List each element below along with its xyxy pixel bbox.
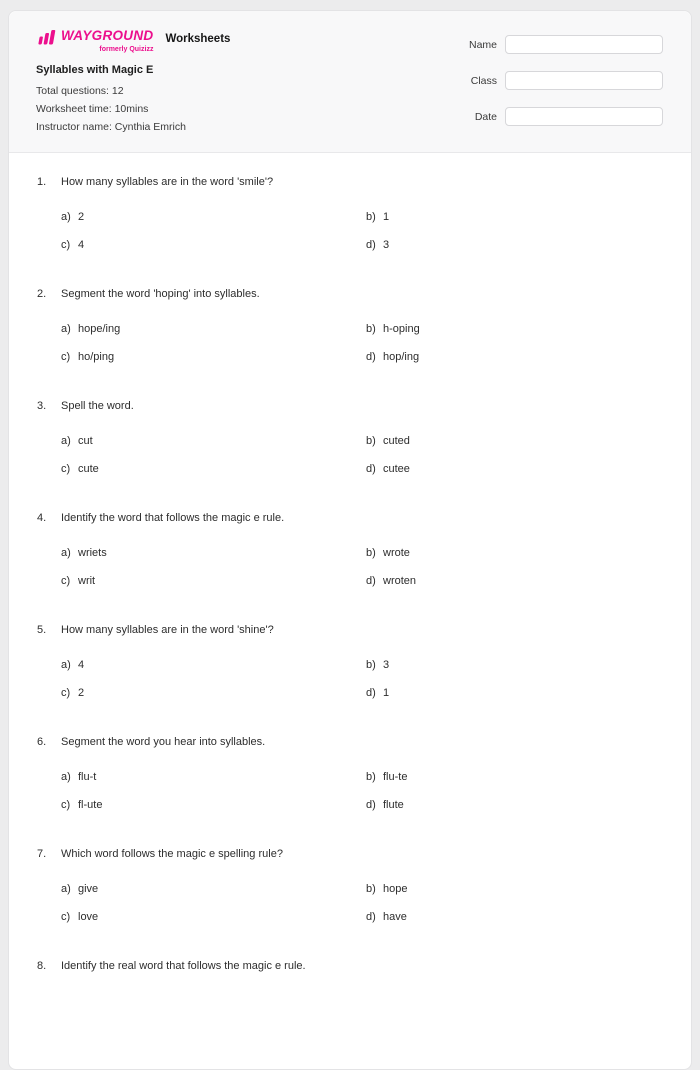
option-text: writ xyxy=(78,575,96,587)
question-text: Spell the word. xyxy=(61,400,134,412)
option-letter: c) xyxy=(61,799,71,811)
option-letter: d) xyxy=(366,351,376,363)
option-text: 2 xyxy=(78,687,85,699)
option-letter: a) xyxy=(61,771,71,783)
answer-option xyxy=(366,911,663,924)
option-text: flu-te xyxy=(383,771,408,783)
question-block xyxy=(37,960,663,973)
option-letter: d) xyxy=(366,463,376,475)
question-head xyxy=(37,176,663,189)
answer-option xyxy=(366,323,663,336)
option-text: hope/ing xyxy=(78,323,121,335)
class-field-row xyxy=(469,71,663,90)
answer-option xyxy=(61,883,366,896)
option-letter: d) xyxy=(366,687,376,699)
option-text: 1 xyxy=(383,211,390,223)
question-head xyxy=(37,624,663,637)
answer-option xyxy=(366,351,663,364)
option-letter: b) xyxy=(366,435,376,447)
option-text: give xyxy=(78,883,99,895)
answer-option xyxy=(366,435,663,448)
option-text: 2 xyxy=(78,211,85,223)
option-text: 3 xyxy=(383,239,390,251)
option-letter: c) xyxy=(61,239,71,251)
question-head xyxy=(37,848,663,861)
worksheet-header xyxy=(9,11,691,153)
wayground-logo xyxy=(61,27,153,53)
question-block xyxy=(37,512,663,588)
options-grid xyxy=(61,211,663,252)
option-text: h-oping xyxy=(383,323,420,335)
questions-list xyxy=(9,153,691,973)
question-number: 5. xyxy=(37,624,47,636)
total-questions: Total questions: 12 xyxy=(36,85,124,97)
answer-option xyxy=(366,211,663,224)
option-letter: a) xyxy=(61,435,71,447)
answer-option xyxy=(61,771,366,784)
question-head xyxy=(37,736,663,749)
date-input[interactable] xyxy=(505,107,663,126)
date-label: Date xyxy=(474,110,497,123)
option-text: hop/ing xyxy=(383,351,420,363)
option-letter: c) xyxy=(61,575,71,587)
option-text: cute xyxy=(78,463,99,475)
question-head xyxy=(37,288,663,301)
answer-option xyxy=(61,687,366,700)
answer-option xyxy=(366,771,663,784)
option-letter: b) xyxy=(366,659,376,671)
answer-option xyxy=(61,911,366,924)
answer-option xyxy=(366,239,663,252)
option-letter: d) xyxy=(366,575,376,587)
option-text: 1 xyxy=(383,687,390,699)
product-name: Worksheets xyxy=(165,33,231,45)
options-grid xyxy=(61,435,663,476)
option-text: 4 xyxy=(78,659,85,671)
question-text: How many syllables are in the word 'shine'? xyxy=(61,624,274,636)
option-text: cut xyxy=(78,435,93,447)
answer-option xyxy=(61,435,366,448)
options-grid xyxy=(61,883,663,924)
option-letter: b) xyxy=(366,771,376,783)
question-block xyxy=(37,176,663,252)
answer-option xyxy=(61,575,366,588)
option-letter: c) xyxy=(61,463,71,475)
options-grid xyxy=(61,323,663,364)
question-head xyxy=(37,400,663,413)
answer-option xyxy=(61,211,366,224)
answer-option xyxy=(366,463,663,476)
answer-option xyxy=(61,659,366,672)
question-number: 3. xyxy=(37,400,47,412)
answer-option xyxy=(61,799,366,812)
option-text: wroten xyxy=(383,575,417,587)
instructor-name: Instructor name: Cynthia Emrich xyxy=(36,121,186,133)
answer-option xyxy=(61,239,366,252)
question-number: 7. xyxy=(37,848,47,860)
option-text: 4 xyxy=(78,239,85,251)
logo-wordmark: WAYGROUND xyxy=(61,28,154,43)
question-block xyxy=(37,848,663,924)
options-grid xyxy=(61,659,663,700)
option-letter: a) xyxy=(61,659,71,671)
option-text: ho/ping xyxy=(78,351,115,363)
question-head xyxy=(37,512,663,525)
answer-option xyxy=(366,547,663,560)
wayground-logo-icon xyxy=(36,29,58,48)
question-number: 2. xyxy=(37,288,47,300)
question-text: Segment the word 'hoping' into syllables. xyxy=(61,288,260,300)
option-letter: c) xyxy=(61,911,71,923)
name-field-row xyxy=(469,35,663,54)
question-block xyxy=(37,736,663,812)
name-input[interactable] xyxy=(505,35,663,54)
options-grid xyxy=(61,547,663,588)
option-letter: b) xyxy=(366,883,376,895)
option-text: fl-ute xyxy=(78,799,103,811)
option-letter: b) xyxy=(366,547,376,559)
question-head xyxy=(37,960,663,973)
logo-subtext: formerly Quizizz xyxy=(99,46,154,53)
option-letter: d) xyxy=(366,799,376,811)
question-block xyxy=(37,400,663,476)
option-text: cuted xyxy=(383,435,410,447)
option-text: wriets xyxy=(78,547,107,559)
answer-option xyxy=(366,799,663,812)
option-text: love xyxy=(78,911,99,923)
answer-option xyxy=(366,883,663,896)
brand-row xyxy=(36,27,230,53)
option-letter: a) xyxy=(61,211,71,223)
question-number: 1. xyxy=(37,176,47,188)
question-number: 4. xyxy=(37,512,47,524)
answer-option xyxy=(366,687,663,700)
question-block xyxy=(37,624,663,700)
option-text: have xyxy=(383,911,407,923)
class-input[interactable] xyxy=(505,71,663,90)
option-text: 3 xyxy=(383,659,390,671)
question-text: Which word follows the magic e spelling rule? xyxy=(61,848,283,860)
option-letter: c) xyxy=(61,687,71,699)
worksheet-title: Syllables with Magic E xyxy=(36,64,154,76)
answer-option xyxy=(61,323,366,336)
name-label: Name xyxy=(468,38,497,51)
option-letter: b) xyxy=(366,323,376,335)
option-letter: c) xyxy=(61,351,71,363)
question-text: Identify the word that follows the magic e rule. xyxy=(61,512,285,524)
option-text: flu-t xyxy=(78,771,97,783)
option-letter: a) xyxy=(61,547,71,559)
question-number: 8. xyxy=(37,960,47,972)
answer-option xyxy=(366,575,663,588)
option-letter: a) xyxy=(61,883,71,895)
question-block xyxy=(37,288,663,364)
option-text: wrote xyxy=(383,547,410,559)
option-letter: b) xyxy=(366,211,376,223)
worksheet-time: Worksheet time: 10mins xyxy=(36,103,149,115)
question-number: 6. xyxy=(37,736,47,748)
answer-option xyxy=(366,659,663,672)
answer-option xyxy=(61,463,366,476)
worksheet-meta xyxy=(36,64,186,136)
option-text: cutee xyxy=(383,463,410,475)
option-letter: d) xyxy=(366,239,376,251)
question-text: Segment the word you hear into syllables. xyxy=(61,736,266,748)
answer-option xyxy=(61,547,366,560)
question-text: How many syllables are in the word 'smile'? xyxy=(61,176,274,188)
worksheet-card xyxy=(8,10,692,1070)
student-fields xyxy=(469,35,663,143)
option-letter: d) xyxy=(366,911,376,923)
answer-option xyxy=(61,351,366,364)
option-text: hope xyxy=(383,883,408,895)
class-label: Class xyxy=(470,74,497,87)
date-field-row xyxy=(469,107,663,126)
option-text: flute xyxy=(383,799,404,811)
options-grid xyxy=(61,771,663,812)
option-letter: a) xyxy=(61,323,71,335)
question-text: Identify the real word that follows the magic e rule. xyxy=(61,960,306,972)
